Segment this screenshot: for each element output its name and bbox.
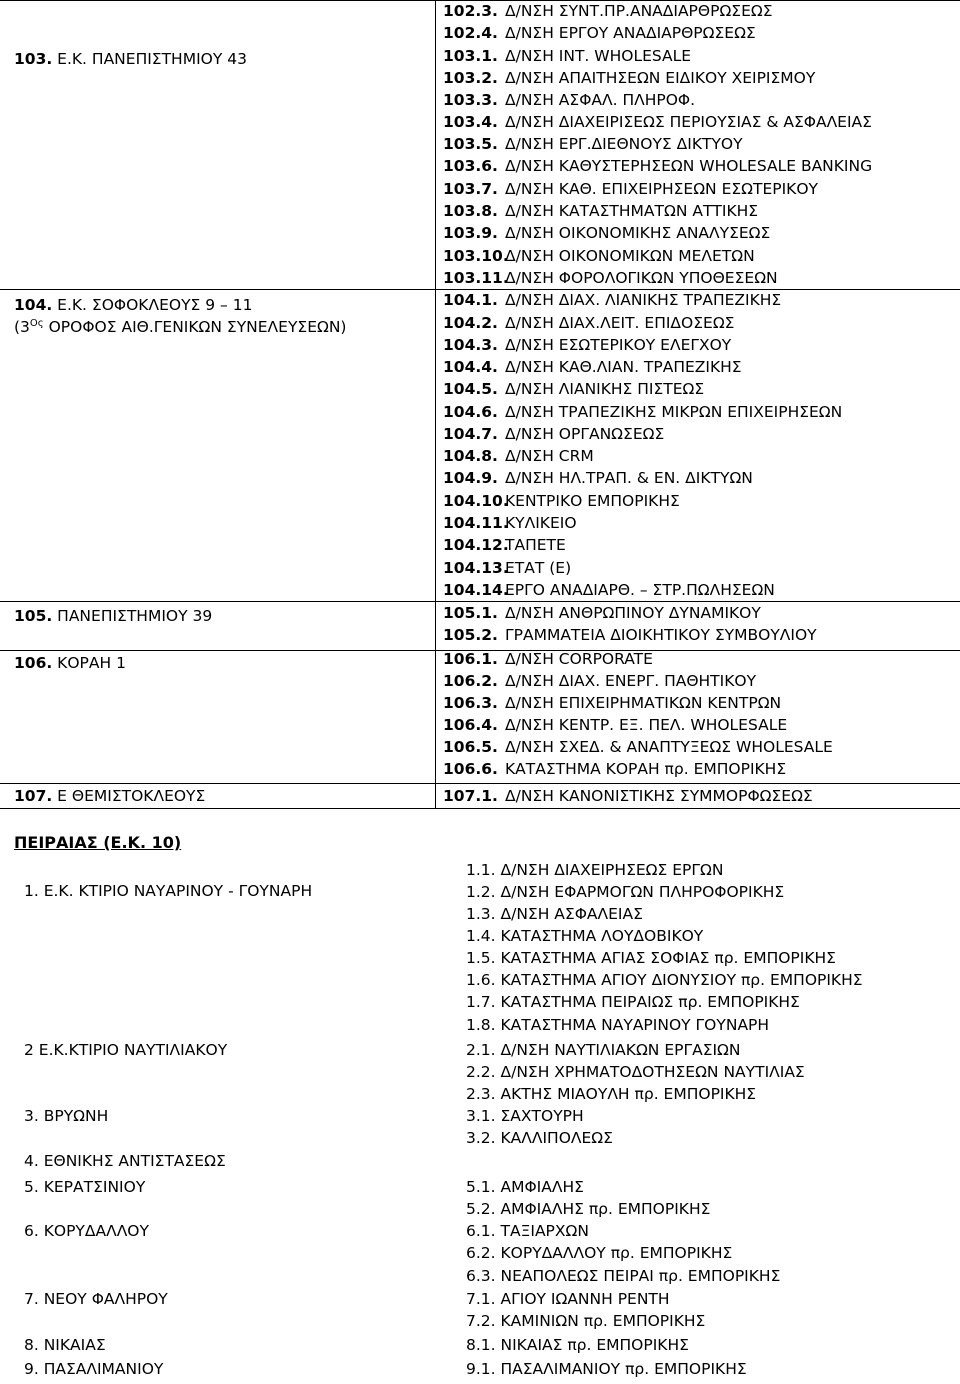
- department-name: ΓΡΑΜΜΑΤΕΙΑ ΔΙΟΙΚΗΤΙΚΟΥ ΣΥΜΒΟΥΛΙΟΥ: [505, 626, 817, 644]
- department-name: ΚΕΝΤΡΙΚΟ ΕΜΠΟΡΙΚΗΣ: [505, 492, 680, 510]
- department-name: Δ/ΝΣΗ ΕΠΙΧΕΙΡΗΜΑΤΙΚΩΝ ΚΕΝΤΡΩΝ: [505, 694, 782, 712]
- department-code: 103.5.: [443, 135, 498, 153]
- building-107: 107. Ε ΘΕΜΙΣΤΟΚΛΕΟΥΣ: [14, 787, 206, 805]
- department-row: [443, 716, 787, 734]
- department-code: 104.14.: [443, 581, 509, 599]
- department-row: [443, 2, 773, 20]
- piraeus-building: 6. ΚΟΡΥΔΑΛΛΟΥ: [24, 1222, 149, 1240]
- piraeus-department: 1.5. ΚΑΤΑΣΤΗΜΑ ΑΓΙΑΣ ΣΟΦΙΑΣ πρ. ΕΜΠΟΡΙΚΗΣ: [466, 949, 836, 967]
- department-row: [443, 626, 817, 644]
- piraeus-department: 1.6. ΚΑΤΑΣΤΗΜΑ ΑΓΙΟΥ ΔΙΟΝΥΣΙΟΥ πρ. ΕΜΠΟΡΙΚΗΣ: [466, 971, 863, 989]
- department-code: 103.1.: [443, 47, 498, 65]
- department-row: [443, 157, 872, 175]
- building-103: 103. Ε.Κ. ΠΑΝΕΠΙΣΤΗΜΙΟΥ 43: [14, 50, 247, 68]
- department-name: ΕΡΓΟ ΑΝΑΔΙΑΡΘ. – ΣΤΡ.ΠΩΛΗΣΕΩΝ: [505, 581, 775, 599]
- building-105: 105. ΠΑΝΕΠΙΣΤΗΜΙΟΥ 39: [14, 607, 213, 625]
- department-code: 104.9.: [443, 469, 498, 487]
- piraeus-department: 3.2. ΚΑΛΛΙΠΟΛΕΩΣ: [466, 1129, 613, 1147]
- piraeus-department: 3.1. ΣΑΧΤΟΥΡΗ: [466, 1107, 584, 1125]
- department-row: [443, 447, 594, 465]
- department-name: Δ/ΝΣΗ ΚΑΘΥΣΤΕΡΗΣΕΩΝ WHOLESALE BANKING: [505, 157, 873, 175]
- department-name: ΚΑΤΑΣΤΗΜΑ ΚΟΡΑΗ πρ. ΕΜΠΟΡΙΚΗΣ: [505, 760, 787, 778]
- department-row: [443, 604, 761, 622]
- piraeus-building: 4. ΕΘΝΙΚΗΣ ΑΝΤΙΣΤΑΣΕΩΣ: [24, 1152, 226, 1170]
- department-name: Δ/ΝΣΗ ΦΟΡΟΛΟΓΙΚΩΝ ΥΠΟΘΕΣΕΩΝ: [505, 269, 778, 287]
- department-code: 104.12.: [443, 536, 509, 554]
- row-separator: [0, 783, 960, 784]
- department-row: [443, 135, 743, 153]
- department-code: 104.10.: [443, 492, 509, 510]
- department-row: [443, 403, 842, 421]
- department-code: 106.4.: [443, 716, 498, 734]
- row-separator: [0, 601, 960, 602]
- department-code: 104.5.: [443, 380, 498, 398]
- piraeus-heading: ΠΕΙΡΑΙΑΣ (Ε.Κ. 10): [14, 833, 182, 852]
- department-name: Δ/ΝΣΗ ΣΥΝΤ.ΠΡ.ΑΝΑΔΙΑΡΘΡΩΣΕΩΣ: [505, 2, 773, 20]
- department-row: [443, 694, 781, 712]
- department-name: Δ/ΝΣΗ ΔΙΑΧ. ΕΝΕΡΓ. ΠΑΘΗΤΙΚΟΥ: [505, 672, 757, 690]
- department-code: 106.1.: [443, 650, 498, 668]
- piraeus-building: 2 Ε.Κ.ΚΤΙΡΙΟ ΝΑΥΤΙΛΙΑΚΟΥ: [24, 1041, 228, 1059]
- department-code: 107.1.: [443, 787, 498, 805]
- department-name: Δ/ΝΣΗ ΚΕΝΤΡ. ΕΞ. ΠΕΛ. WHOLESALE: [505, 716, 788, 734]
- department-name: Δ/ΝΣΗ ΟΡΓΑΝΩΣΕΩΣ: [505, 425, 665, 443]
- department-row: [443, 514, 577, 532]
- department-row: [443, 47, 691, 65]
- department-name: Δ/ΝΣΗ ΕΡΓ.ΔΙΕΘΝΟΥΣ ΔΙΚΤΥΟΥ: [505, 135, 743, 153]
- department-row: [443, 291, 781, 309]
- department-row: [443, 314, 734, 332]
- department-code: 104.6.: [443, 403, 498, 421]
- department-row: [443, 247, 755, 265]
- piraeus-department: 1.4. ΚΑΤΑΣΤΗΜΑ ΛΟΥΔΟΒΙΚΟΥ: [466, 927, 704, 945]
- department-code: 106.3.: [443, 694, 498, 712]
- piraeus-building: 5. ΚΕΡΑΤΣΙΝΙΟΥ: [24, 1178, 146, 1196]
- piraeus-department: 5.1. ΑΜΦΙΑΛΗΣ: [466, 1178, 584, 1196]
- department-name: Δ/ΝΣΗ ΤΡΑΠΕΖΙΚΗΣ ΜΙΚΡΩΝ ΕΠΙΧΕΙΡΗΣΕΩΝ: [505, 403, 843, 421]
- row-separator: [0, 808, 960, 809]
- department-code: 103.4.: [443, 113, 498, 131]
- department-row: [443, 650, 653, 668]
- department-name: ΕΤΑΤ (Ε): [505, 559, 572, 577]
- department-row: [443, 380, 704, 398]
- department-code: 104.2.: [443, 314, 498, 332]
- department-name: Δ/ΝΣΗ ΚΑΝΟΝΙΣΤΙΚΗΣ ΣΥΜΜΟΡΦΩΣΕΩΣ: [505, 787, 813, 805]
- piraeus-department: 5.2. ΑΜΦΙΑΛΗΣ πρ. ΕΜΠΟΡΙΚΗΣ: [466, 1200, 711, 1218]
- department-name: Δ/ΝΣΗ ΕΡΓΟΥ ΑΝΑΔΙΑΡΘΡΩΣΕΩΣ: [505, 24, 756, 42]
- department-code: 104.7.: [443, 425, 498, 443]
- department-row: [443, 91, 695, 109]
- piraeus-department: 1.8. ΚΑΤΑΣΤΗΜΑ ΝΑΥΑΡΙΝΟΥ ΓΟΥΝΑΡΗ: [466, 1016, 770, 1034]
- department-row: [443, 581, 775, 599]
- row-separator: [0, 0, 960, 1]
- department-code: 104.8.: [443, 447, 498, 465]
- department-name: Δ/ΝΣΗ ΟΙΚΟΝΟΜΙΚΗΣ ΑΝΑΛΥΣΕΩΣ: [505, 224, 771, 242]
- department-code: 103.7.: [443, 180, 498, 198]
- department-name: Δ/ΝΣΗ ΟΙΚΟΝΟΜΙΚΩΝ ΜΕΛΕΤΩΝ: [505, 247, 755, 265]
- department-name: Δ/ΝΣΗ CORPORATE: [505, 650, 653, 668]
- department-code: 103.3.: [443, 91, 498, 109]
- department-code: 104.11.: [443, 514, 509, 532]
- department-name: Δ/ΝΣΗ ΕΣΩΤΕΡΙΚΟΥ ΕΛΕΓΧΟΥ: [505, 336, 732, 354]
- department-code: 103.11.: [443, 269, 509, 287]
- piraeus-department: 2.2. Δ/ΝΣΗ ΧΡΗΜΑΤΟΔΟΤΗΣΕΩΝ ΝΑΥΤΙΛΙΑΣ: [466, 1063, 805, 1081]
- department-row: [443, 425, 664, 443]
- department-code: 102.3.: [443, 2, 498, 20]
- piraeus-department: 7.2. ΚΑΜΙΝΙΩΝ πρ. ΕΜΠΟΡΙΚΗΣ: [466, 1312, 706, 1330]
- piraeus-building: 7. ΝΕΟΥ ΦΑΛΗΡΟΥ: [24, 1290, 168, 1308]
- department-code: 105.2.: [443, 626, 498, 644]
- piraeus-department: 2.1. Δ/ΝΣΗ ΝΑΥΤΙΛΙΑΚΩΝ ΕΡΓΑΣΙΩΝ: [466, 1041, 741, 1059]
- department-code: 106.2.: [443, 672, 498, 690]
- department-row: [443, 536, 566, 554]
- column-divider: [435, 0, 436, 808]
- department-name: Δ/ΝΣΗ ΚΑΤΑΣΤΗΜΑΤΩΝ ΑΤΤΙΚΗΣ: [505, 202, 759, 220]
- department-row: [443, 469, 753, 487]
- department-row: [443, 559, 571, 577]
- piraeus-department: 6.1. ΤΑΞΙΑΡΧΩΝ: [466, 1222, 589, 1240]
- department-name: Δ/ΝΣΗ ΚΑΘ. ΕΠΙΧΕΙΡΗΣΕΩΝ ΕΣΩΤΕΡΙΚΟΥ: [505, 180, 819, 198]
- department-code: 102.4.: [443, 24, 498, 42]
- department-code: 104.3.: [443, 336, 498, 354]
- department-row: [443, 738, 833, 756]
- piraeus-department: 9.1. ΠΑΣΑΛΙΜΑΝΙΟΥ πρ. ΕΜΠΟΡΙΚΗΣ: [466, 1360, 747, 1378]
- department-code: 103.8.: [443, 202, 498, 220]
- piraeus-department: 1.3. Δ/ΝΣΗ ΑΣΦΑΛΕΙΑΣ: [466, 905, 643, 923]
- department-row: [443, 787, 813, 805]
- department-row: [443, 180, 818, 198]
- department-row: [443, 69, 815, 87]
- department-row: [443, 113, 872, 131]
- department-code: 104.1.: [443, 291, 498, 309]
- department-name: Δ/ΝΣΗ ΗΛ.ΤΡΑΠ. & ΕΝ. ΔΙΚΤΥΩΝ: [505, 469, 753, 487]
- department-name: ΚΥΛΙΚΕΙΟ: [505, 514, 577, 532]
- department-name: Δ/ΝΣΗ ΣΧΕΔ. & ΑΝΑΠΤΥΞΕΩΣ WHOLESALE: [505, 738, 833, 756]
- department-row: [443, 224, 770, 242]
- department-name: Δ/ΝΣΗ ΑΝΘΡΩΠΙΝΟΥ ΔΥΝΑΜΙΚΟΥ: [505, 604, 761, 622]
- department-code: 104.13.: [443, 559, 509, 577]
- department-name: Δ/ΝΣΗ CRM: [505, 447, 594, 465]
- department-row: [443, 492, 680, 510]
- department-name: Δ/ΝΣΗ ΑΣΦΑΛ. ΠΛΗΡΟΦ.: [505, 91, 696, 109]
- department-row: [443, 760, 786, 778]
- department-name: Δ/ΝΣΗ ΛΙΑΝΙΚΗΣ ΠΙΣΤΕΩΣ: [505, 380, 705, 398]
- department-name: Δ/ΝΣΗ ΙΝΤ. WHOLESALE: [505, 47, 692, 65]
- department-name: Δ/ΝΣΗ ΔΙΑΧΕΙΡΙΣΕΩΣ ΠΕΡΙΟΥΣΙΑΣ & ΑΣΦΑΛΕΙΑΣ: [505, 113, 872, 131]
- department-row: [443, 672, 756, 690]
- department-row: [443, 202, 758, 220]
- piraeus-department: 6.3. ΝΕΑΠΟΛΕΩΣ ΠΕΙΡΑΙ πρ. ΕΜΠΟΡΙΚΗΣ: [466, 1267, 781, 1285]
- building-104-floor: ($3^{O\varsigma}$ ΟΡΟΦΟΣ ΑΙΘ.ΓΕΝΙΚΩΝ ΣΥΝΕΛΕΥΣΕΩΝ): [14, 318, 347, 336]
- department-name: Δ/ΝΣΗ ΔΙΑΧ. ΛΙΑΝΙΚΗΣ ΤΡΑΠΕΖΙΚΗΣ: [505, 291, 782, 309]
- department-code: 104.4.: [443, 358, 498, 376]
- department-row: [443, 24, 756, 42]
- piraeus-building: 3. ΒΡΥΩΝΗ: [24, 1107, 109, 1125]
- department-name: ΤΑΠΕΤΕ: [505, 536, 566, 554]
- department-row: [443, 269, 778, 287]
- department-code: 106.6.: [443, 760, 498, 778]
- piraeus-department: 6.2. ΚΟΡΥΔΑΛΛΟΥ πρ. ΕΜΠΟΡΙΚΗΣ: [466, 1244, 733, 1262]
- department-code: 103.2.: [443, 69, 498, 87]
- department-name: Δ/ΝΣΗ ΚΑΘ.ΛΙΑΝ. ΤΡΑΠΕΖΙΚΗΣ: [505, 358, 742, 376]
- piraeus-department: 1.1. Δ/ΝΣΗ ΔΙΑΧΕΙΡΗΣΕΩΣ ΕΡΓΩΝ: [466, 861, 724, 879]
- building-104: 104. Ε.Κ. ΣΟΦΟΚΛΕΟΥΣ 9 – 11: [14, 296, 253, 314]
- piraeus-building: 8. ΝΙΚΑΙΑΣ: [24, 1336, 106, 1354]
- department-code: 103.10.: [443, 247, 509, 265]
- piraeus-building: 1. Ε.Κ. ΚΤΙΡΙΟ ΝΑΥΑΡΙΝΟΥ - ΓΟΥΝΑΡΗ: [24, 882, 313, 900]
- department-code: 103.9.: [443, 224, 498, 242]
- department-row: [443, 358, 742, 376]
- department-code: 103.6.: [443, 157, 498, 175]
- department-code: 106.5.: [443, 738, 498, 756]
- department-code: 105.1.: [443, 604, 498, 622]
- department-row: [443, 336, 731, 354]
- row-separator: [0, 289, 960, 290]
- piraeus-department: 1.2. Δ/ΝΣΗ ΕΦΑΡΜΟΓΩΝ ΠΛΗΡΟΦΟΡΙΚΗΣ: [466, 883, 785, 901]
- department-name: Δ/ΝΣΗ ΑΠΑΙΤΗΣΕΩΝ ΕΙΔΙΚΟΥ ΧΕΙΡΙΣΜΟΥ: [505, 69, 816, 87]
- piraeus-department: 8.1. ΝΙΚΑΙΑΣ πρ. ΕΜΠΟΡΙΚΗΣ: [466, 1336, 689, 1354]
- piraeus-department: 2.3. ΑΚΤΗΣ ΜΙΑΟΥΛΗ πρ. ΕΜΠΟΡΙΚΗΣ: [466, 1085, 757, 1103]
- piraeus-department: 1.7. ΚΑΤΑΣΤΗΜΑ ΠΕΙΡΑΙΩΣ πρ. ΕΜΠΟΡΙΚΗΣ: [466, 993, 800, 1011]
- piraeus-department: 7.1. ΑΓΙΟΥ ΙΩΑΝΝΗ ΡΕΝΤΗ: [466, 1290, 670, 1308]
- building-106: 106. ΚΟΡΑΗ 1: [14, 654, 126, 672]
- piraeus-building: 9. ΠΑΣΑΛΙΜΑΝΙΟΥ: [24, 1360, 164, 1378]
- department-name: Δ/ΝΣΗ ΔΙΑΧ.ΛΕΙΤ. ΕΠΙΔΟΣΕΩΣ: [505, 314, 735, 332]
